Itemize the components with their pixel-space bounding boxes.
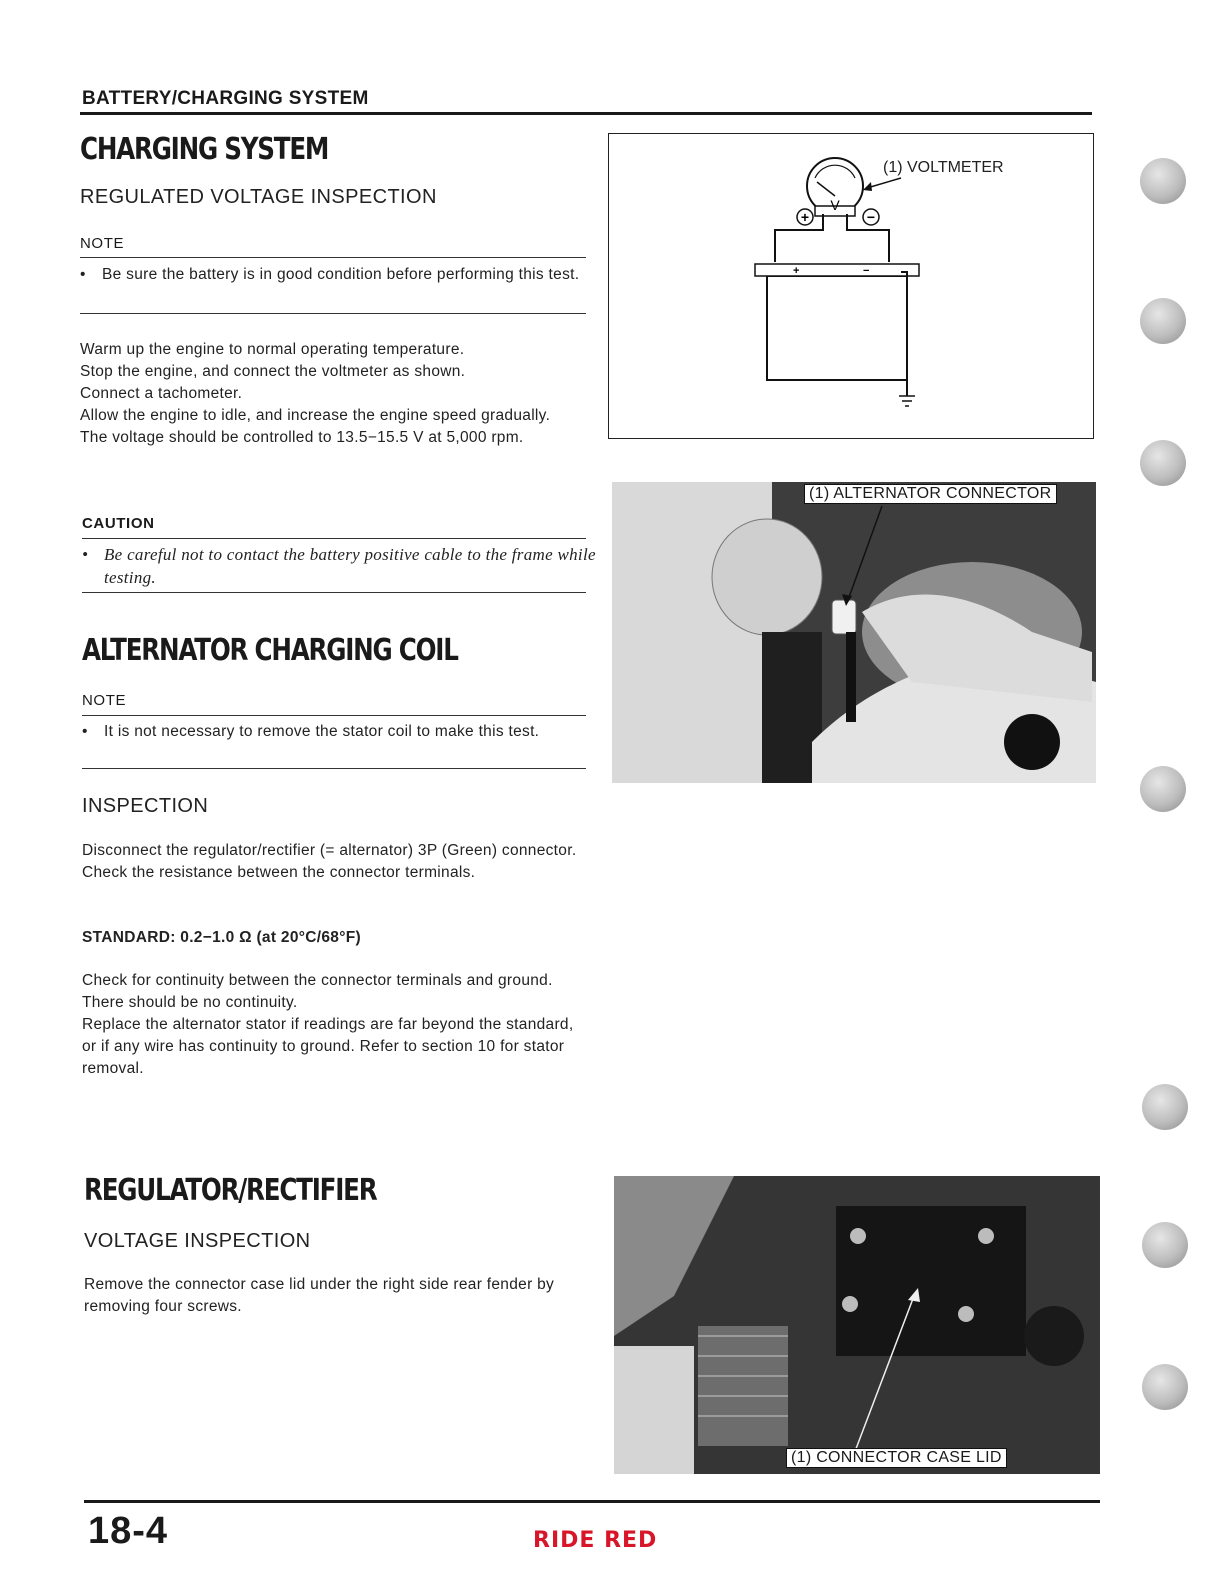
voltmeter-diagram-svg: [609, 134, 1095, 440]
caution-rule-bottom: [82, 592, 586, 593]
instruction-line: Warm up the engine to normal operating temperature.: [80, 341, 465, 358]
caution-label: CAUTION: [82, 515, 155, 532]
battery-body: [767, 276, 907, 380]
fender-edge: [614, 1346, 694, 1474]
standard-spec: STANDARD: 0.2−1.0 Ω (at 20°C/68°F): [82, 929, 361, 946]
regulator-title: REGULATOR/RECTIFIER: [84, 1173, 377, 1208]
connector-case-lid-photo: [614, 1176, 1100, 1474]
alternator-connector-label: (1) ALTERNATOR CONNECTOR: [804, 484, 1057, 504]
binder-hole: [1140, 766, 1186, 812]
instruction-line: Check for continuity between the connector terminals and ground.: [82, 972, 553, 989]
footer-brand: RIDE RED: [533, 1528, 658, 1553]
binder-hole: [1140, 158, 1186, 204]
note-label: NOTE: [80, 235, 125, 252]
connector-case-lid: [836, 1206, 1026, 1356]
continuity-instructions: [82, 970, 588, 1080]
lid-screw: [958, 1306, 974, 1322]
binder-hole: [1142, 1084, 1188, 1130]
regulator-instructions: Remove the connector case lid under the right side rear fender by removing four screws.: [84, 1276, 555, 1315]
note-bullet: • It is not necessary to remove the stator coil to make this test.: [82, 723, 540, 740]
charging-instructions: [80, 339, 586, 449]
note-rule-top: [82, 715, 586, 716]
note-label: NOTE: [82, 692, 127, 709]
binder-hole: [1140, 298, 1186, 344]
charging-system-title: CHARGING SYSTEM: [80, 132, 329, 167]
battery-negative-sign: −: [863, 265, 870, 277]
voltage-inspection-subtitle: VOLTAGE INSPECTION: [84, 1230, 311, 1252]
caution-bullet: • Be careful not to contact the battery positive cable to the frame while testing.: [82, 545, 596, 587]
note-rule-bottom: [80, 313, 586, 314]
regulator-rectifier-heatsink: [698, 1326, 788, 1446]
instruction-line: Allow the engine to idle, and increase the engine speed gradually.: [80, 407, 551, 424]
instruction-line: Disconnect the regulator/rectifier (= alternator) 3P (Green) connector.: [82, 842, 577, 859]
alternator-photo-svg: [612, 482, 1096, 783]
note-bullet: • Be sure the battery is in good condition before performing this test.: [80, 266, 580, 283]
case-lid-photo-svg: [614, 1176, 1100, 1474]
regulated-voltage-subtitle: REGULATED VOLTAGE INSPECTION: [80, 186, 437, 208]
connector-plug: [832, 600, 856, 634]
binder-hole: [1142, 1222, 1188, 1268]
reservoir-cap: [712, 519, 822, 635]
instruction-line: Stop the engine, and connect the voltmeter as shown.: [80, 363, 466, 380]
binder-hole: [1142, 1364, 1188, 1410]
note-rule-top: [80, 257, 586, 258]
header-rule: [80, 112, 1092, 115]
shock-absorber: [1024, 1306, 1084, 1366]
instruction-line: The voltage should be controlled to 13.5−15.5 V at 5,000 rpm.: [80, 429, 524, 446]
inspection-heading: INSPECTION: [82, 795, 209, 817]
instruction-line: Replace the alternator stator if readings are far beyond the standard, or if any wire has continuity to ground. Refer to section 10 for stator removal.: [82, 1016, 574, 1077]
section-header: BATTERY/CHARGING SYSTEM: [82, 88, 369, 109]
footer-rule: [84, 1500, 1100, 1503]
meter-negative-sign: −: [866, 209, 876, 225]
voltmeter-diagram: [608, 133, 1094, 439]
voltmeter-leader-line: [867, 178, 901, 188]
connector-case-lid-label: (1) CONNECTOR CASE LID: [786, 1448, 1007, 1468]
lid-screw: [842, 1296, 858, 1312]
page-number: 18-4: [88, 1510, 169, 1552]
binder-hole: [1140, 440, 1186, 486]
voltmeter-leader-arrowhead: [863, 182, 872, 191]
caution-rule-top: [82, 538, 586, 539]
meter-symbol: V: [830, 197, 840, 213]
engine-plug: [1004, 714, 1060, 770]
battery-top: [755, 264, 919, 276]
alternator-connector-photo: [612, 482, 1096, 783]
voltmeter-label: (1) VOLTMETER: [883, 159, 1004, 176]
meter-positive-sign: +: [800, 209, 810, 225]
instruction-line: Check the resistance between the connector terminals.: [82, 864, 476, 881]
alternator-title: ALTERNATOR CHARGING COIL: [82, 633, 458, 668]
probe: [846, 632, 856, 722]
inspection-instructions: [82, 840, 588, 884]
battery-positive-sign: +: [793, 265, 800, 277]
note-rule-bottom: [82, 768, 586, 769]
lid-screw: [850, 1228, 866, 1244]
lid-screw: [978, 1228, 994, 1244]
instruction-line: There should be no continuity.: [82, 994, 298, 1011]
instruction-line: Connect a tachometer.: [80, 385, 243, 402]
